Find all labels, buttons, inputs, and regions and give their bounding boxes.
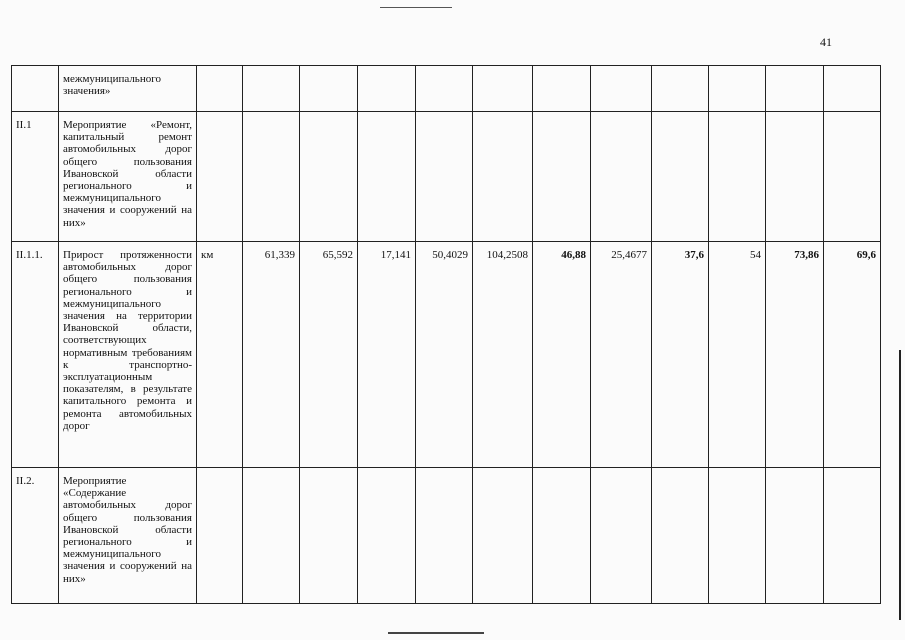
row-unit xyxy=(197,468,243,604)
value-cell xyxy=(766,468,824,604)
value-cell xyxy=(709,112,766,242)
value-cell xyxy=(591,112,652,242)
value-cell: 65,592 xyxy=(300,242,358,468)
value-cell: 73,86 xyxy=(766,242,824,468)
value-cell xyxy=(591,468,652,604)
table-row xyxy=(12,468,881,604)
value-cell xyxy=(243,468,300,604)
row-name: Мероприятие «Ремонт, капитальный ремонт автомобильных дорог общего пользования Ивановской области регионального и межмуниципального значения и сооружений на них» xyxy=(59,112,197,242)
value-cell xyxy=(416,112,473,242)
row-code: II.1 xyxy=(12,112,59,242)
page-number: 41 xyxy=(820,35,832,49)
value-cell xyxy=(358,112,416,242)
value-cell: 25,4677 xyxy=(591,242,652,468)
value-cell xyxy=(473,468,533,604)
value-cell: 50,4029 xyxy=(416,242,473,468)
value-cell: 37,6 xyxy=(652,242,709,468)
value-cell xyxy=(243,112,300,242)
value-cell xyxy=(416,66,473,112)
value-cell xyxy=(652,468,709,604)
value-cell xyxy=(709,468,766,604)
value-cell xyxy=(300,66,358,112)
value-cell: 69,6 xyxy=(824,242,881,468)
row-name: Прирост протяженности автомобильных дорог общего пользования регионального и межмуниципального значения на территории Ивановской области, соответствующих нормативным требованиям к транспортно-эксплуатационным показателям, в результате капитального ремонта и ремонта автомобильных дорог xyxy=(59,242,197,468)
row-name: Мероприятие «Содержание автомобильных дорог общего пользования Ивановской области регионального и межмуниципального значения и сооружений на них» xyxy=(59,468,197,604)
value-cell xyxy=(533,468,591,604)
value-cell xyxy=(416,468,473,604)
table-row xyxy=(12,242,881,468)
indicators-table xyxy=(11,65,881,604)
value-cell xyxy=(652,66,709,112)
row-unit xyxy=(197,112,243,242)
value-cell xyxy=(766,66,824,112)
value-cell: 54 xyxy=(709,242,766,468)
value-cell: 104,2508 xyxy=(473,242,533,468)
value-cell xyxy=(591,66,652,112)
row-code: II.1.1. xyxy=(12,242,59,468)
value-cell xyxy=(358,66,416,112)
value-cell xyxy=(473,66,533,112)
value-cell: 61,339 xyxy=(243,242,300,468)
row-unit xyxy=(197,66,243,112)
row-unit: км xyxy=(197,242,243,468)
value-cell xyxy=(300,468,358,604)
row-code: II.2. xyxy=(12,468,59,604)
value-cell xyxy=(358,468,416,604)
value-cell xyxy=(300,112,358,242)
row-code xyxy=(12,66,59,112)
table-row xyxy=(12,66,881,112)
value-cell: 46,88 xyxy=(533,242,591,468)
value-cell xyxy=(824,66,881,112)
scan-mark-bottom xyxy=(388,632,484,634)
value-cell xyxy=(533,112,591,242)
row-name: межмуниципального значения» xyxy=(59,66,197,112)
value-cell xyxy=(533,66,591,112)
value-cell xyxy=(709,66,766,112)
value-cell xyxy=(652,112,709,242)
value-cell: 17,141 xyxy=(358,242,416,468)
value-cell xyxy=(766,112,824,242)
value-cell xyxy=(473,112,533,242)
value-cell xyxy=(824,468,881,604)
table-row xyxy=(12,112,881,242)
scan-mark-top xyxy=(380,7,452,8)
scan-edge-line xyxy=(899,350,901,620)
value-cell xyxy=(243,66,300,112)
value-cell xyxy=(824,112,881,242)
